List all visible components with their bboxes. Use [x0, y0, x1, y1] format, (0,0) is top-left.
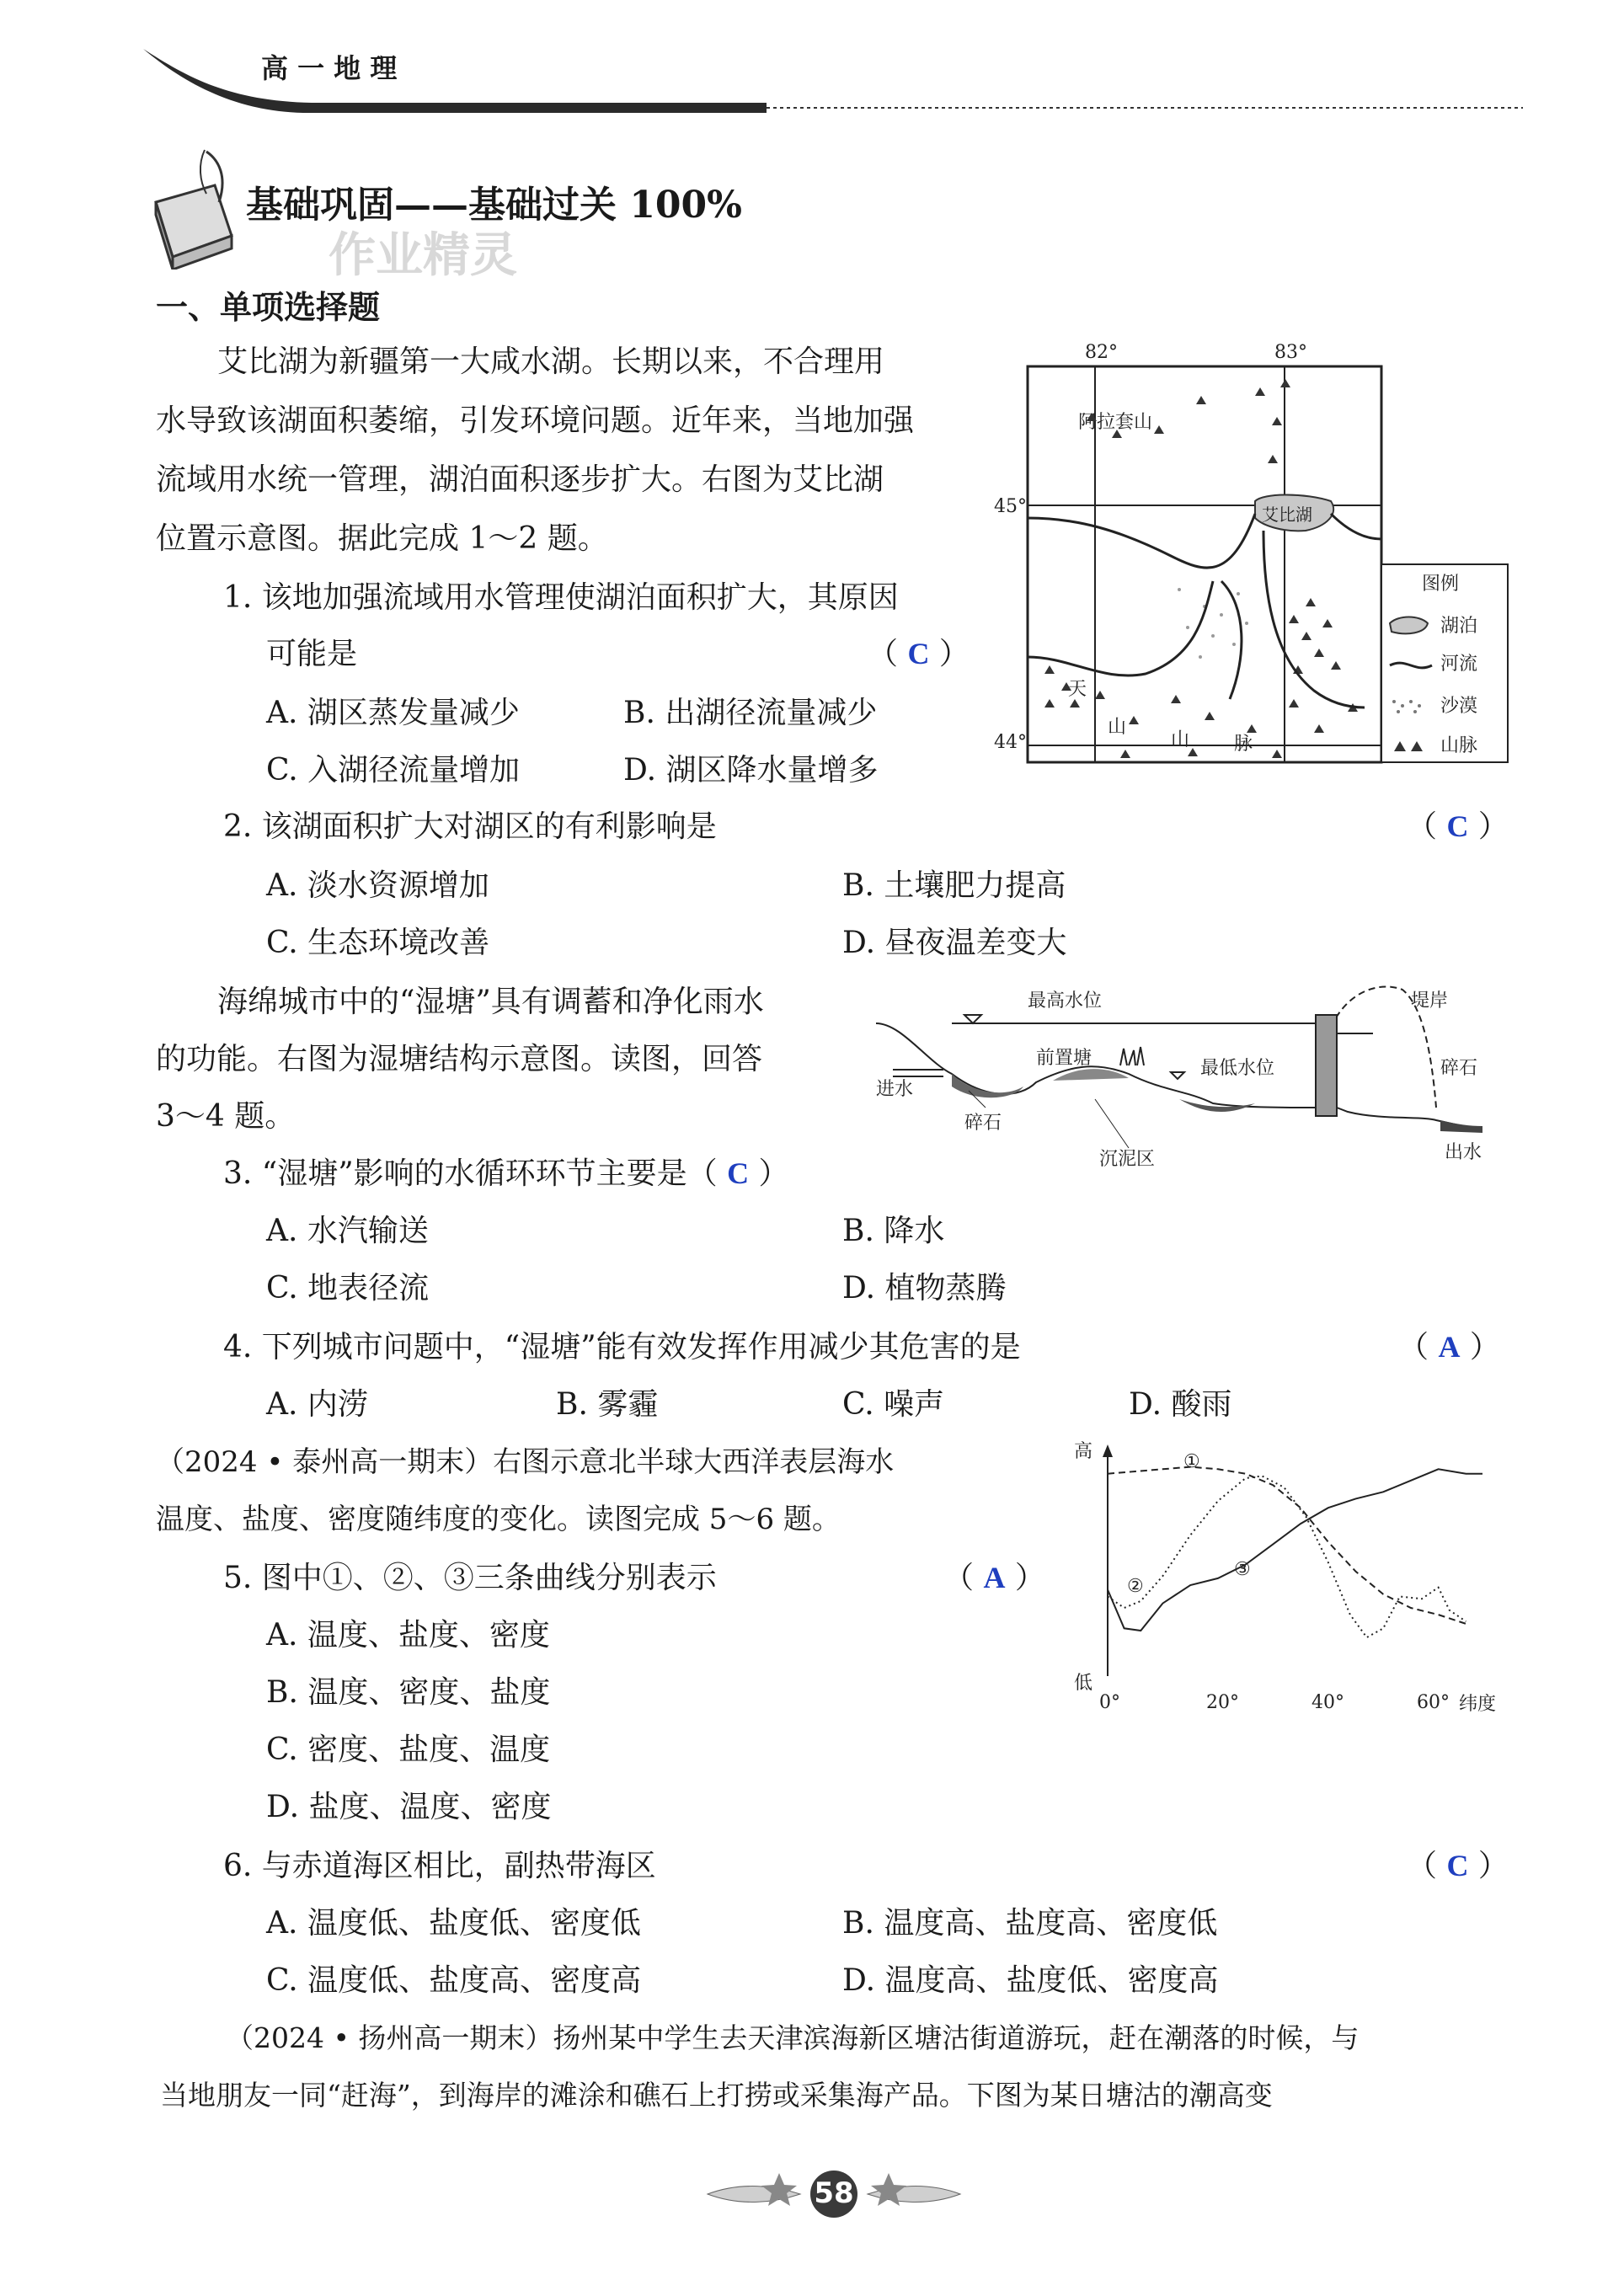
- legend-river: 河流: [1440, 654, 1478, 675]
- intro1-line4: 位置示意图。据此完成 1～2 题。: [156, 521, 608, 556]
- chart-low-label: 低: [1074, 1673, 1093, 1694]
- tianshan-4: 脉: [1234, 734, 1253, 755]
- pond-sediment: 沉泥区: [1099, 1149, 1156, 1170]
- q1-option-a: A. 湖区蒸发量减少: [266, 696, 520, 730]
- pond-outflow: 出水: [1445, 1142, 1482, 1163]
- q2-option-a: A. 淡水资源增加: [266, 868, 489, 903]
- q1-answer-bracket: （ C ）: [868, 637, 970, 671]
- max-level-marker: [964, 1015, 981, 1023]
- dam-wall: [1316, 1015, 1337, 1116]
- lon-83: 83°: [1274, 342, 1307, 363]
- q6-option-b: B. 温度高、盐度高、密度低: [842, 1906, 1218, 1941]
- legend-desert: 沙漠: [1440, 696, 1478, 717]
- wet-pond-diagram: [876, 981, 1516, 1175]
- q2-option-c: C. 生态环境改善: [266, 926, 490, 960]
- part-title: 一、单项选择题: [156, 289, 381, 326]
- q1-option-c: C. 入湖径流量增加: [266, 753, 521, 788]
- q4-stem: 4. 下列城市问题中，“湿塘”能有效发挥作用减少其危害的是: [223, 1330, 1021, 1364]
- q5-answer: A: [983, 1561, 1006, 1594]
- tianshan-1: 天: [1068, 679, 1087, 700]
- q2-option-b: B. 土壤肥力提高: [842, 868, 1066, 903]
- q6-stem: 6. 与赤道海区相比，副热带海区: [223, 1849, 656, 1883]
- header-title: 高 一 地 理: [261, 52, 398, 84]
- q5-stem: 5. 图中①、②、③三条曲线分别表示: [223, 1561, 717, 1595]
- q1-option-b: B. 出湖径流量减少: [623, 696, 878, 730]
- legend-lake: 湖泊: [1440, 616, 1478, 637]
- q3-option-b: B. 降水: [842, 1214, 945, 1248]
- book-icon: [147, 143, 248, 270]
- q3-option-a: A. 水汽输送: [266, 1214, 429, 1248]
- q3-answer: C: [727, 1156, 750, 1190]
- section-title: 基础巩固——基础过关 100%: [246, 184, 742, 227]
- q6-option-c: C. 温度低、盐度高、密度高: [266, 1963, 642, 1998]
- series-line-2: [1108, 1476, 1466, 1637]
- intro2-line3: 3～4 题。: [156, 1099, 296, 1134]
- intro4-line2: 当地朋友一同“赶海”，到海岸的滩涂和礁石上打捞或采集海产品。下图为某日塘沽的潮高变: [160, 2079, 1273, 2112]
- q3-option-d: D. 植物蒸腾: [842, 1271, 1007, 1306]
- q3-stem: 3. “湿塘”影响的水循环环节主要是（: [223, 1156, 718, 1191]
- intro2-line1: 海绵城市中的“湿塘”具有调蓄和净化雨水: [217, 985, 764, 1019]
- sediment-zone: [1179, 1099, 1255, 1112]
- lon-82: 82°: [1085, 342, 1118, 363]
- curve-label-2: ②: [1127, 1576, 1144, 1597]
- q6-option-a: A. 温度低、盐度低、密度低: [266, 1906, 641, 1941]
- intro1-line3: 流域用水统一管理，湖泊面积逐步扩大。右图为艾比湖: [156, 462, 884, 497]
- intro2-line2: 的功能。右图为湿塘结构示意图。读图，回答: [156, 1042, 763, 1076]
- chart-xaxis-label: 纬度: [1459, 1694, 1497, 1715]
- legend-title: 图例: [1422, 574, 1460, 595]
- intro1-line1: 艾比湖为新疆第一大咸水湖。长期以来，不合理用: [217, 344, 885, 379]
- pond-max-level: 最高水位: [1028, 990, 1103, 1012]
- q4-option-c: C. 噪声: [842, 1387, 945, 1422]
- ocean-properties-chart: [1070, 1432, 1508, 1735]
- map-lake-label: 艾比湖: [1262, 505, 1312, 525]
- pond-min-level: 最低水位: [1200, 1058, 1275, 1079]
- tianshan-3: 山: [1171, 729, 1190, 750]
- intro4-line1: （2024 • 扬州高一期末）扬州某中学生去天津滨海新区塘沽街道游玩，赶在潮落的时候，与: [226, 2021, 1360, 2054]
- intro3-line1: （2024 • 泰州高一期末）右图示意北半球大西洋表层海水: [156, 1445, 895, 1479]
- q5-answer-bracket: （ A ）: [943, 1561, 1045, 1595]
- legend-lake-icon: [1390, 617, 1428, 634]
- intro3-line2: 温度、盐度、密度随纬度的变化。读图完成 5～6 题。: [156, 1503, 841, 1536]
- pond-forebay: 前置塘: [1036, 1048, 1092, 1069]
- map-mountain-alatau: 阿拉套山: [1078, 412, 1153, 433]
- q6-option-d: D. 温度高、盐度低、密度高: [842, 1963, 1219, 1998]
- q2-option-d: D. 昼夜温差变大: [842, 926, 1067, 960]
- q5-option-b: B. 温度、密度、盐度: [266, 1675, 551, 1710]
- q2-answer: C: [1446, 809, 1469, 843]
- legend-mountain: 山脉: [1440, 735, 1478, 756]
- pond-gravel: 碎石: [964, 1113, 1002, 1134]
- watermark: 作业精灵: [329, 228, 517, 283]
- intro1-line2: 水导致该湖面积萎缩，引发环境问题。近年来，当地加强: [156, 403, 915, 438]
- curve-label-3: ③: [1234, 1559, 1251, 1580]
- q4-option-a: A. 内涝: [266, 1387, 368, 1422]
- q1-stem-line1: 1. 该地加强流域用水管理使湖泊面积扩大，其原因: [223, 580, 899, 615]
- q3-stem-with-answer: 3. “湿塘”影响的水循环环节主要是（ C ）: [223, 1156, 789, 1191]
- q1-answer: C: [907, 637, 930, 670]
- chart-high-label: 高: [1074, 1441, 1093, 1462]
- q1-stem-line2: 可能是: [266, 637, 358, 671]
- q1-option-d: D. 湖区降水量增多: [623, 753, 879, 788]
- page-number: 58: [814, 2176, 854, 2210]
- x-tick-60: 60°: [1417, 1692, 1450, 1713]
- curve-label-1: ①: [1183, 1451, 1200, 1472]
- q4-answer: A: [1438, 1330, 1461, 1364]
- q6-answer-bracket: （ C ）: [1407, 1849, 1509, 1883]
- q2-stem: 2. 该湖面积扩大对湖区的有利影响是: [223, 809, 717, 844]
- q4-option-b: B. 雾霾: [556, 1387, 659, 1422]
- pond-bank: 堤岸: [1411, 990, 1449, 1012]
- pond-gravel-2: 碎石: [1440, 1058, 1478, 1079]
- series-line-3: [1108, 1469, 1482, 1631]
- q4-option-d: D. 酸雨: [1129, 1387, 1232, 1422]
- tianshan-2: 山: [1108, 717, 1127, 738]
- q3-option-c: C. 地表径流: [266, 1271, 430, 1306]
- series-line-1: [1108, 1467, 1466, 1624]
- lat-45: 45°: [994, 496, 1027, 517]
- q6-answer: C: [1446, 1849, 1469, 1882]
- x-tick-20: 20°: [1206, 1692, 1239, 1713]
- desert-dots: [1178, 588, 1248, 659]
- plants: [1120, 1047, 1144, 1065]
- q5-option-d: D. 盐度、温度、密度: [266, 1790, 552, 1824]
- q2-answer-bracket: （ C ）: [1407, 809, 1509, 844]
- lat-44: 44°: [994, 732, 1027, 753]
- q5-option-a: A. 温度、盐度、密度: [266, 1618, 550, 1653]
- q4-answer-bracket: （ A ）: [1398, 1330, 1500, 1364]
- pond-inflow: 进水: [876, 1079, 914, 1100]
- x-tick-40: 40°: [1311, 1692, 1344, 1713]
- x-tick-0: 0°: [1099, 1692, 1120, 1713]
- q5-option-c: C. 密度、盐度、温度: [266, 1733, 551, 1767]
- aibi-lake-map: [994, 337, 1516, 775]
